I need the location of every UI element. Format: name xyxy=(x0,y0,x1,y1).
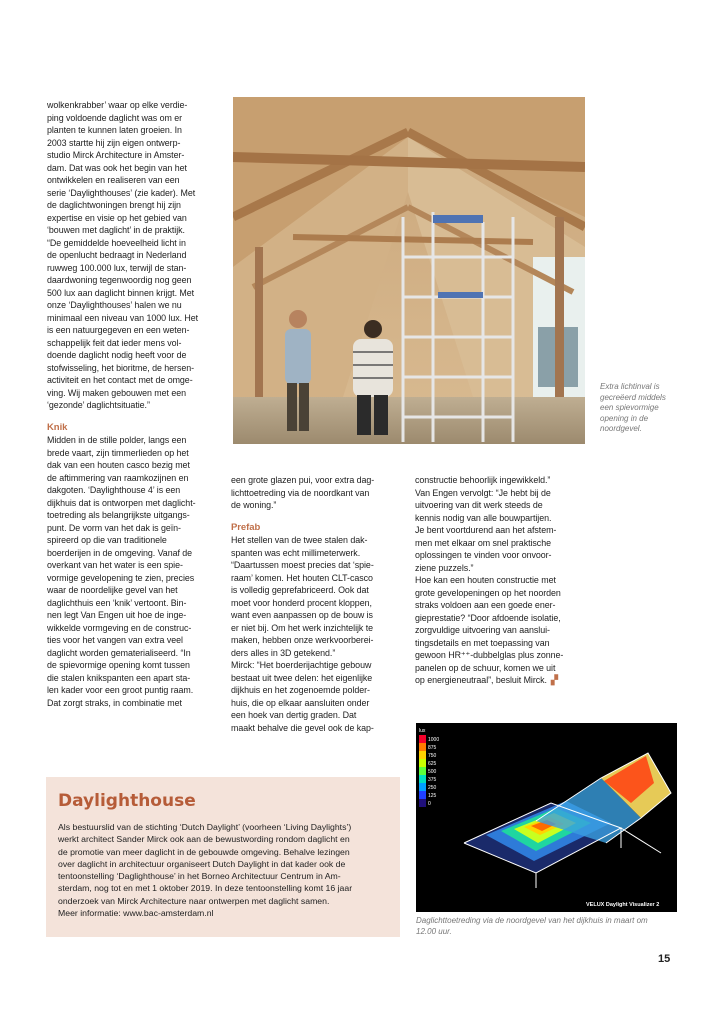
text-line: Daglichttoetreding via de noordgevel van het dijkhuis in maart om xyxy=(416,916,648,925)
text-line: gewoon HR⁺⁺-dubbelglas plus zonne- xyxy=(415,650,564,660)
text-line: “Daartussen moest precies dat ‘spie- xyxy=(231,560,374,570)
text-line: panelen op de schuur, komen we uit xyxy=(415,662,556,673)
text-line: daglichthuis een ‘knik’ vertoont. Bin- xyxy=(47,597,187,608)
text-line: toetreding als belangrijkste uitgangs- xyxy=(47,510,190,520)
text-line: daardwoning tegenwoordig nog geen xyxy=(47,275,192,285)
text-line: dijkhuis dat is ontworpen met daglicht- xyxy=(47,497,196,508)
text-line: is volledig geprefabriceerd. Ook dat xyxy=(231,585,369,595)
text-line: huis, die op elkaar aansluiten onder xyxy=(231,697,370,708)
text-line: want even aanpassen op de bouw is xyxy=(231,610,373,620)
text-line: moet voor honderd procent kloppen, xyxy=(231,597,372,608)
text-line: planten te kunnen laten groeien. In xyxy=(47,125,182,135)
text-line: raam’ komen. Het houten CLT-casco xyxy=(231,572,373,583)
article-column-2 xyxy=(231,474,409,734)
text-line: brede vaart, zijn timmerlieden op het xyxy=(47,447,189,458)
text-line: oplossingen te vinden voor onvoor- xyxy=(415,550,552,560)
text-line: 12.00 uur. xyxy=(416,926,452,936)
text-line: gecreëerd middels xyxy=(600,392,666,402)
legend-value: 1000 xyxy=(428,737,440,743)
text-line: zorgvuldige uitvoering van aanslui- xyxy=(415,625,550,635)
info-box-title: Daylighthouse xyxy=(58,791,196,811)
text-line: overkant van het water is een spie- xyxy=(47,560,183,570)
text-line: een spievormige xyxy=(600,403,659,412)
text-line: ving. Wij maken gebouwen met een xyxy=(47,387,186,398)
text-line: ontwikkelen en realiseren van een xyxy=(47,175,180,185)
text-line: Van Engen vervolgt: “Je hebt bij de xyxy=(415,487,551,498)
text-line: over daglicht in architectuur organiseert Dutch Daylight in dat kader ook de xyxy=(58,858,346,869)
text-line: straks voldoen aan een goede ener- xyxy=(415,600,556,610)
text-line: uitvoering van dit werk steeds de xyxy=(415,500,543,510)
legend-value: 875 xyxy=(428,745,437,751)
interior-photo-illustration xyxy=(233,97,585,444)
knik-text xyxy=(47,434,225,709)
daylight-visualizer-render xyxy=(416,723,677,912)
text-line: ‘bouwen met daglicht’ in de praktijk. xyxy=(47,225,185,235)
text-line: waar de noordelijke gevel van het xyxy=(47,585,178,595)
text-line: wikkelde vormgeving en de construc- xyxy=(47,622,192,633)
text-line: lichttoetreding via de noordkant van xyxy=(231,487,370,498)
text-line: de promotie van meer daglicht in de gebouwde omgeving. Behalve lezingen xyxy=(58,846,350,857)
column-3-text xyxy=(415,474,601,687)
text-line: ruwweg 100.000 lux, terwijl de stan- xyxy=(47,262,187,273)
intro-text xyxy=(47,99,225,412)
text-line: maakt behalve die gevel ook de kap- xyxy=(231,722,374,733)
text-line: tentoonstelling ‘Daglighthouse’ in het Borneo Architectuur Centrum in Am- xyxy=(58,871,341,882)
text-line: de openlucht bedraagt in Nederland xyxy=(47,250,187,260)
text-line: een grote glazen pui, voor extra dag- xyxy=(231,475,375,485)
text-line: “De gemiddelde hoeveelheid licht in xyxy=(47,237,186,248)
text-line: men met elkaar om snel praktische xyxy=(415,537,551,548)
text-line: constructie behoorlijk ingewikkeld.” xyxy=(415,475,551,485)
daylight-visualizer-image xyxy=(416,723,677,912)
text-line: schappelijk feit dat ieder mens vol- xyxy=(47,337,182,348)
text-line: ‘gezonde’ daglichtsituatie.” xyxy=(47,400,150,410)
text-line: werkt architect Sander Mirck ook aan de bewustwording rondom daglicht en xyxy=(58,834,350,845)
text-line: kennis nodig van alle bouwpartijen. xyxy=(415,512,552,523)
text-line: punt. De vorm van het dak is geïn- xyxy=(47,522,181,533)
text-line: opening in de xyxy=(600,413,649,423)
daylighthouse-info-box xyxy=(46,777,400,937)
legend-value: 0 xyxy=(428,801,431,807)
text-line: Als bestuurslid van de stichting ‘Dutch Daylight’ (voorheen ‘Living Daylights’) xyxy=(58,822,352,832)
text-line: serie ‘Daylighthouses’ (zie kader). Met xyxy=(47,187,196,198)
text-line: Meer informatie: www.bac-amsterdam.nl xyxy=(58,908,214,919)
text-line: een hoek van dertig graden. Dat xyxy=(231,710,357,720)
text-line: 2003 startte hij zijn eigen ontwerp- xyxy=(47,137,181,148)
text-line: nen legt Van Engen uit hoe de inge- xyxy=(47,610,187,620)
legend-unit: lux xyxy=(419,728,426,734)
legend-value: 375 xyxy=(428,777,437,783)
text-line: tingsdetails en met toepassing van xyxy=(415,637,550,648)
text-line: Je bent voortdurend aan het afstem- xyxy=(415,525,557,535)
photo-caption xyxy=(600,382,706,435)
text-line: wolkenkrabber’ waar op elke verdie- xyxy=(47,100,188,110)
column-2-top-text xyxy=(231,474,409,512)
legend-value: 625 xyxy=(428,761,437,767)
text-line: er niet bij. Om het werk inzichtelijk te xyxy=(231,622,374,633)
text-line: gieprestatie? “Door afdoende isolatie, xyxy=(415,612,561,623)
interior-photo xyxy=(233,97,585,444)
text-line: grote gevelopeningen op het noorden xyxy=(415,587,561,598)
text-line: boerderijen in de omgeving. Vanaf de xyxy=(47,547,193,558)
legend-value: 500 xyxy=(428,769,437,775)
text-line: dijkhuis en het zogenoemde polder- xyxy=(231,685,370,695)
text-line: de woning.” xyxy=(231,500,277,510)
text-line: maken, hebben onze werkvoorberei- xyxy=(231,635,374,645)
text-line: dak van een houten casco bezig met xyxy=(47,460,190,470)
text-line: Het stellen van de twee stalen dak- xyxy=(231,535,368,545)
text-line: ziene puzzels.” xyxy=(415,562,474,573)
visualizer-caption xyxy=(416,916,686,937)
legend-value: 125 xyxy=(428,793,437,799)
text-line: dakgoten. ‘Daylighthouse 4’ is een xyxy=(47,485,181,495)
end-mark-icon: ▞ xyxy=(550,675,558,685)
text-line: ders alles in 3D getekend.” xyxy=(231,647,336,658)
prefab-text xyxy=(231,534,409,734)
text-line: vormige gevelopening te zien, precies xyxy=(47,572,195,583)
text-line: onderzoek van Mirck Architecture naar ontwerpen met daglicht samen. xyxy=(58,895,330,906)
text-line: die stalen knikspanten een apart sta- xyxy=(47,672,191,683)
text-line: de spievormige opening komt tussen xyxy=(47,660,190,670)
text-line: ties voor het vangen van extra veel xyxy=(47,635,183,645)
text-line: Dat zorgt straks, in combinatie met xyxy=(47,697,182,708)
text-line: Extra lichtinval is xyxy=(600,382,660,391)
article-column-3 xyxy=(415,474,601,687)
text-line: studio Mirck Architecture in Amster- xyxy=(47,150,185,160)
text-line: Mirck: “Het boerderijachtige gebouw xyxy=(231,660,372,670)
legend-value: 750 xyxy=(428,753,437,759)
section-heading-prefab: Prefab xyxy=(231,521,261,533)
text-line: daglicht worden gematerialiseerd. “In xyxy=(47,647,191,658)
text-line: sterdam, nog tot en met 1 oktober 2019. In deze tentoonstelling komt 16 jaar xyxy=(58,883,353,894)
text-line: op energieneutraal”, besluit Mirck. ▞ xyxy=(415,675,558,685)
text-line: spanten was echt millimeterwerk. xyxy=(231,547,361,558)
text-line: spireerd op die van traditionele xyxy=(47,535,167,545)
text-line: de aftimmering van raamkozijnen en xyxy=(47,472,189,483)
text-line: minimaal een niveau van 1000 lux. Het xyxy=(47,312,199,323)
text-line: 500 lux aan daglicht binnen krijgt. Met xyxy=(47,287,195,298)
text-line: noordgevel. xyxy=(600,424,642,433)
section-heading-knik: Knik xyxy=(47,421,68,433)
article-column-1 xyxy=(47,99,225,709)
page-number: 15 xyxy=(658,953,671,965)
text-line: expertise en visie op het gebied van xyxy=(47,212,187,223)
info-box-body xyxy=(58,821,392,919)
text-line: len kader voor een groot puntig raam. xyxy=(47,685,194,695)
visualizer-label: VELUX Daylight Visualizer 2 xyxy=(586,902,660,908)
text-line: Hoe kan een houten constructie met xyxy=(415,575,556,585)
text-line: stofwisseling, het bioritme, de hersen- xyxy=(47,362,195,373)
text-line: de daglichtwoningen brengt hij zijn xyxy=(47,200,181,210)
text-line: doende daglicht nodig heeft voor de xyxy=(47,350,187,360)
text-line: onze ‘Daylighthouses’ halen we nu xyxy=(47,300,182,310)
legend-value: 250 xyxy=(428,785,437,791)
text-line: Midden in de stille polder, langs een xyxy=(47,435,187,445)
text-line: is een natuurgegeven en een weten- xyxy=(47,325,190,335)
text-line: bestaat uit twee delen: het eigenlijke xyxy=(231,672,373,683)
text-line: ping voldoende daglicht was om er xyxy=(47,112,183,123)
text-line: dam. Dat was ook het begin van het xyxy=(47,162,187,173)
text-line: activiteit en het contact met de omge- xyxy=(47,375,193,385)
